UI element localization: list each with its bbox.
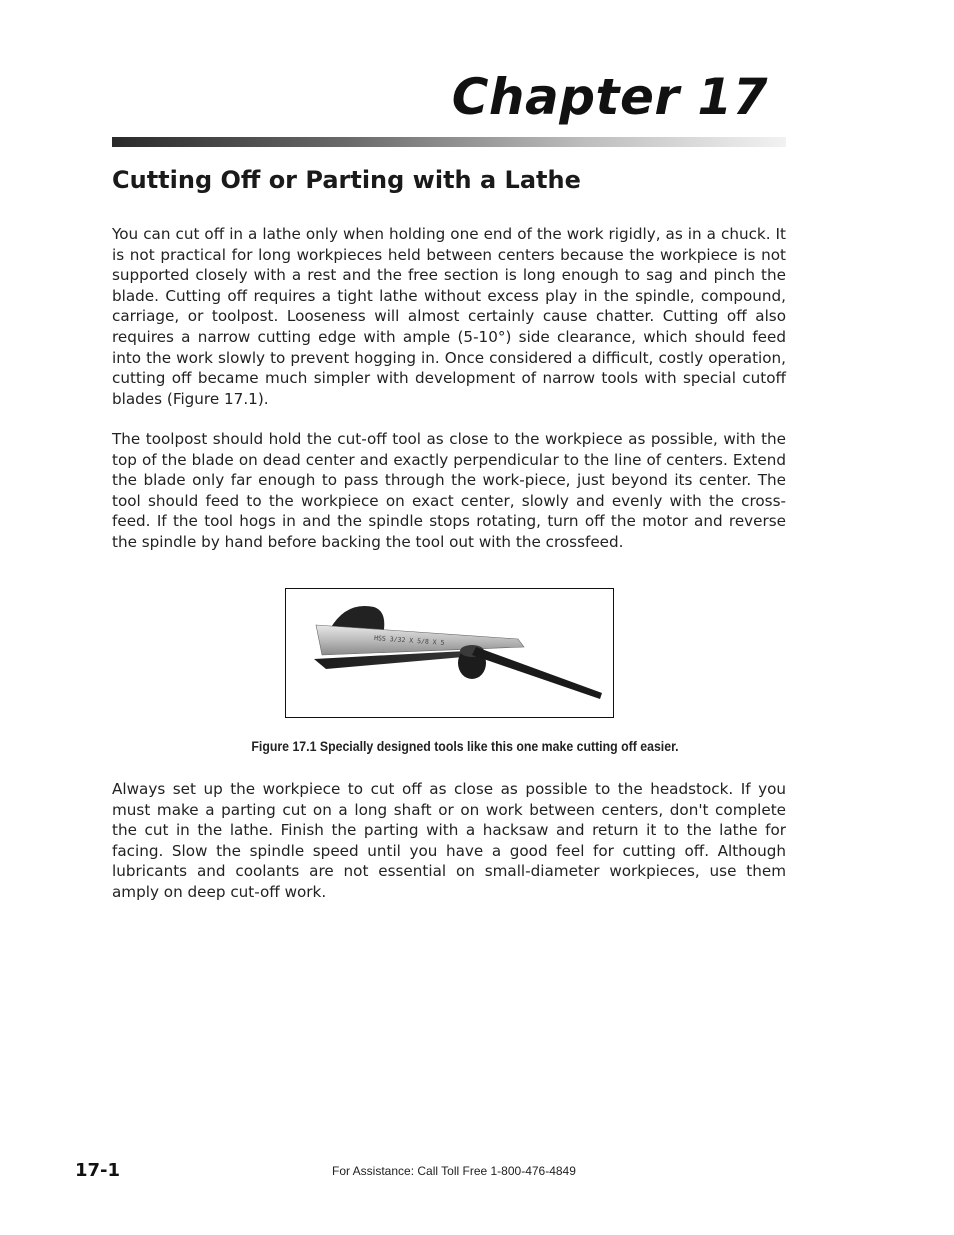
body-paragraph: You can cut off in a lathe only when holding one end of the work rigidly, as in a chuck. It is not practical for long workpieces held between centers because the workpiece is not supported closely with a rest and the free section is long enough to sag and pinch the blade. Cutting off requires a tight lathe without excess play in the spindle, compound, carriage, or toolpost. Looseness will almost certainly cause chatter. Cutting off also requires a narrow cutting edge with ample (5-10°) side clearance, which should feed into the work slowly to prevent hogging in. Once considered a difficult, costly operation, cutting off became much simpler with development of narrow tools with special cutoff blades (Figure 17.1). [112,225,786,408]
section-title: Cutting Off or Parting with a Lathe [112,166,581,194]
footer-assistance-line: For Assistance: Call Toll Free 1-800-476-4849 [332,1164,576,1178]
body-paragraph: Always set up the workpiece to cut off as close as possible to the headstock. If you must make a parting cut on a long shaft or on work between centers, don't complete the cut in the lathe. Finish the parting with a hacksaw and return it to the lathe for facing. Slow the spindle speed until you have a good feel for cutting off. Although lubricants and coolants are not essential on small-diameter workpieces, use them amply on deep cut-off work. [112,780,786,901]
wrench-handle [472,647,602,699]
body-paragraph: The toolpost should hold the cut-off tool as close to the workpiece as possible, with the top of the blade on dead center and exactly perpendicular to the line of centers. Extend the blade only far enough to pass through the work-piece, just beyond its center. The tool should feed to the workpiece on exact center, slowly and evenly with the cross-feed. If the tool hogs in and the spindle stops rotating, turn off the motor and reverse the spindle by hand before backing the tool out with the crossfeed. [112,430,786,551]
figure-caption: Figure 17.1 Specially designed tools like this one make cutting off easier. [251,738,679,754]
chapter-title: Chapter 17 [451,68,768,126]
figure-image-frame [285,588,614,718]
chapter-divider-bar [112,137,786,147]
blade-marking: HSS 3/32 X 5/8 X 5 [373,634,445,647]
cutoff-tool-photo [286,589,613,717]
page-number: 17-1 [75,1160,121,1181]
